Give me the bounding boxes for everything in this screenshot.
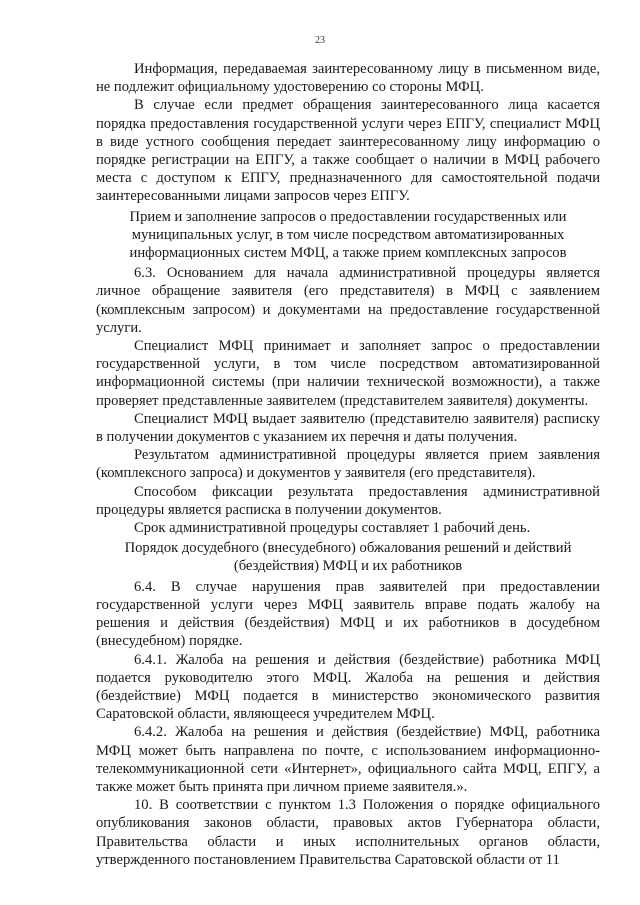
paragraph: 10. В соответствии с пунктом 1.3 Положения о порядке официального опубликования законов области, правовых актов Губернатора области, Правительства области и иных исполнительных органов области, утвержденного постановлением Правительства Саратовской области от 11 (96, 797, 600, 868)
paragraph: В случае если предмет обращения заинтересованного лица касается порядка предоставления государственной услуги через ЕПГУ, специалист МФЦ в виде устного сообщения передает заинтересованному лицу информацию о порядке регистрации на ЕПГУ, а также сообщает о наличии в МФЦ рабочего места с доступом к ЕПГУ, предназначенного для самостоятельной подачи заинтересованными лицами запросов через ЕПГУ. (96, 97, 600, 205)
paragraph: 6.4. В случае нарушения прав заявителей при предоставлении государственной услуги через МФЦ заявитель вправе подать жалобу на решения и действия (бездействия) МФЦ и их работников в досудебном (внесудебном) порядке. (96, 578, 600, 650)
document-body (96, 60, 600, 869)
paragraph: Срок административной процедуры составляет 1 рабочий день. (134, 520, 531, 537)
paragraph: Способом фиксации результата предоставления административной процедуры является расписка в получении документов. (96, 483, 600, 518)
paragraph: 6.4.2. Жалоба на решения и действия (бездействие) МФЦ, работника МФЦ может быть направлена по почте, с использованием информационно-телекоммуникационной сети «Интернет», официального сайта МФЦ, ЕПГУ, а также может быть принята при личном приеме заявителя.». (96, 724, 600, 795)
section-heading: Прием и заполнение запросов о предоставлении государственных или муниципальных услуг, в том числе посредством автоматизированных информационных систем МФЦ, а также прием комплексных запросов (129, 208, 567, 262)
paragraph: Результатом административной процедуры является прием заявления (комплексного запроса) и документов у заявителя (его представителя). (96, 447, 600, 482)
paragraph: 6.4.1. Жалоба на решения и действия (бездействие) работника МФЦ подается руководителю этого МФЦ. Жалоба на решения и действия (бездействие) МФЦ подается в министерство экономического развития Саратовской области, являющееся учредителем МФЦ. (96, 651, 600, 723)
paragraph: Специалист МФЦ принимает и заполняет запрос о предоставлении государственной услуги, в том числе посредством автоматизированной информационной системы (при наличии технической возможности), а также проверяет представленные заявителем (представителем заявителя) документы. (96, 338, 600, 409)
paragraph: Информация, передаваемая заинтересованному лицу в письменном виде, не подлежит официальному удостоверению со стороны МФЦ. (96, 61, 600, 96)
paragraph: Специалист МФЦ выдает заявителю (представителю заявителя) расписку в получении документов с указанием их перечня и даты получения. (96, 410, 600, 446)
paragraph: 6.3. Основанием для начала административной процедуры является личное обращение заявителя (его представителя) в МФЦ с заявлением (комплексным запросом) и документами на предоставление государственной услуги. (96, 265, 600, 336)
page-number: 23 (315, 35, 325, 46)
section-heading: Порядок досудебного (внесудебного) обжалования решений и действий (бездействия) МФЦ и их работников (124, 540, 572, 575)
